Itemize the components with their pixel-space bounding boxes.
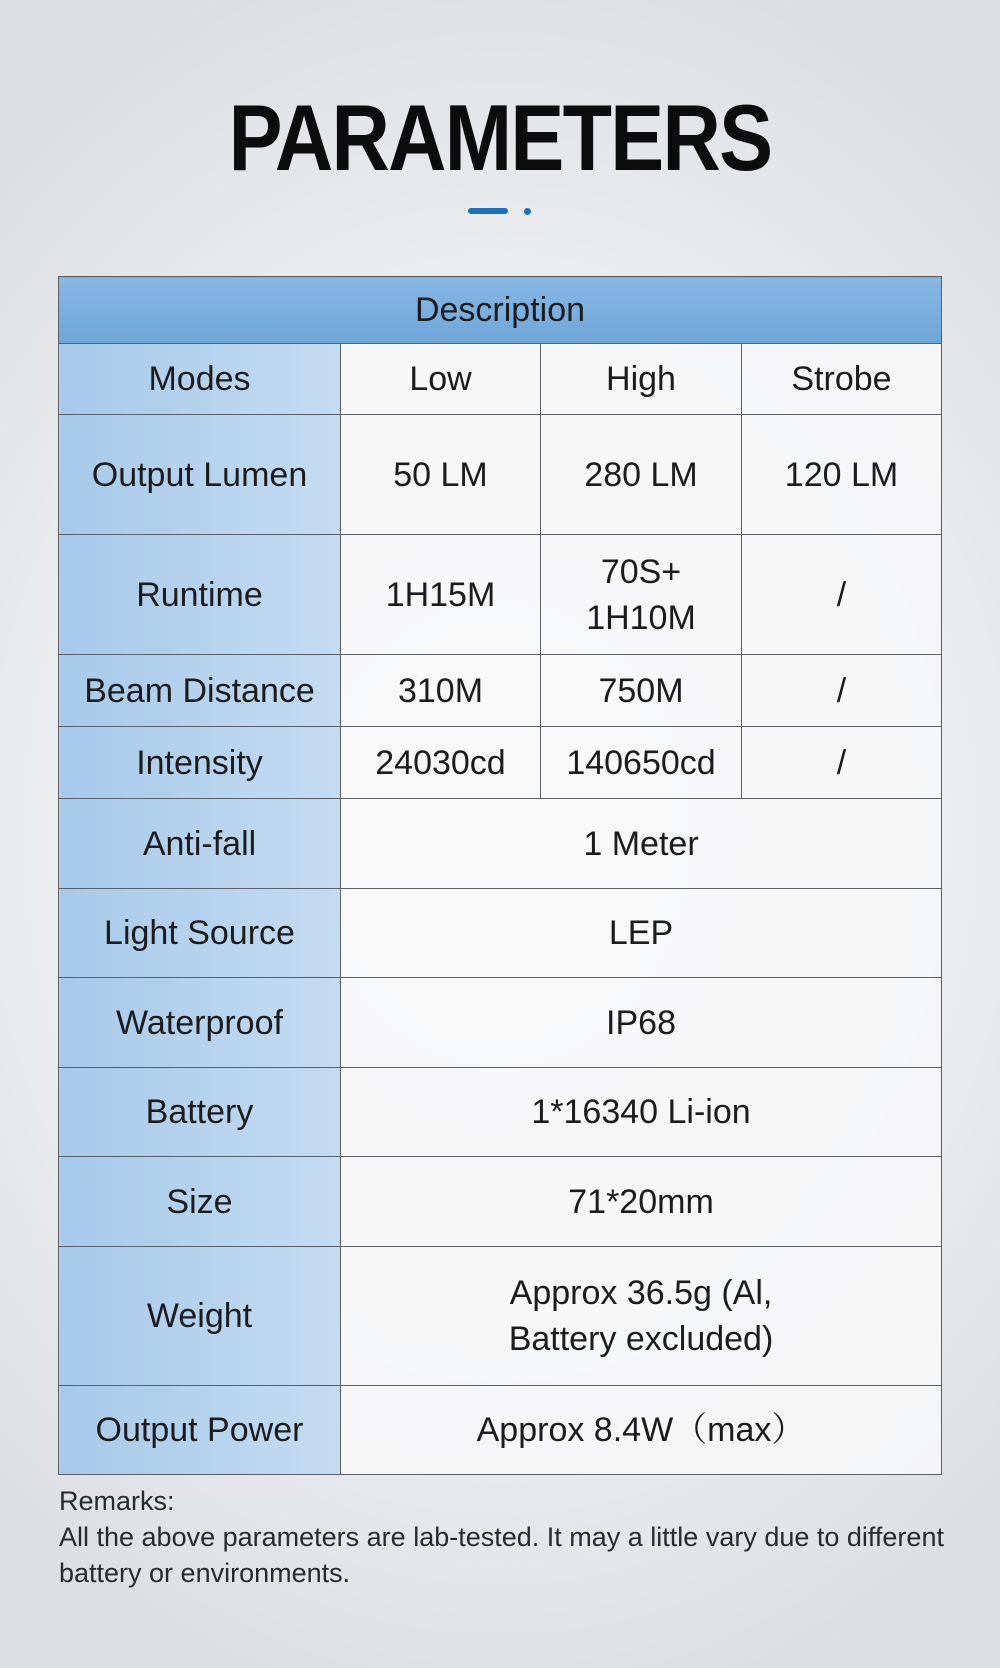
table-row-intensity [59,727,942,799]
weight-value-line2: Battery excluded) [508,1320,774,1358]
runtime-high [541,535,742,655]
table-header-row [59,277,942,344]
table-row-output-lumen [59,415,942,535]
row-label-battery: Battery [59,1068,341,1157]
row-label-output-lumen: Output Lumen [59,415,341,535]
accent-dash [468,208,508,214]
waterproof-value: IP68 [341,978,942,1068]
table-row-light-source [59,889,942,978]
remarks-section [59,1483,949,1591]
row-label-weight: Weight [59,1247,341,1386]
remarks-text: All the above parameters are lab-tested. It may a little vary due to different battery or environments. [59,1522,944,1588]
table-row-beam-distance [59,655,942,727]
table-row-weight [59,1247,942,1386]
row-label-runtime: Runtime [59,535,341,655]
intensity-strobe: / [742,727,942,799]
mode-low: Low [341,344,541,415]
light-source-value: LEP [341,889,942,978]
row-label-waterproof: Waterproof [59,978,341,1068]
table-row-anti-fall [59,799,942,889]
output-lumen-high: 280 LM [541,415,742,535]
table-row-output-power [59,1386,942,1475]
row-label-size: Size [59,1157,341,1247]
parameters-table [58,276,942,1475]
battery-value: 1*16340 Li-ion [341,1068,942,1157]
beam-distance-high: 750M [541,655,742,727]
row-label-intensity: Intensity [59,727,341,799]
row-label-modes: Modes [59,344,341,415]
page-title: PARAMETERS [228,85,772,190]
row-label-anti-fall: Anti-fall [59,799,341,889]
remarks-heading: Remarks: [59,1486,175,1516]
row-label-output-power: Output Power [59,1386,341,1475]
anti-fall-value: 1 Meter [341,799,942,889]
mode-strobe: Strobe [742,344,942,415]
beam-distance-strobe: / [742,655,942,727]
intensity-low: 24030cd [341,727,541,799]
runtime-strobe: / [742,535,942,655]
row-label-beam-distance: Beam Distance [59,655,341,727]
table-row-modes [59,344,942,415]
accent-dot [524,208,531,215]
weight-value-line1: Approx 36.5g (Al, [509,1274,773,1312]
mode-high: High [541,344,742,415]
size-value: 71*20mm [341,1157,942,1247]
table-header-description: Description [59,277,942,344]
output-lumen-low: 50 LM [341,415,541,535]
table-row-size [59,1157,942,1247]
weight-value [341,1247,942,1386]
beam-distance-low: 310M [341,655,541,727]
runtime-high-line1: 70S+ [600,552,682,591]
table-row-battery [59,1068,942,1157]
output-lumen-strobe: 120 LM [742,415,942,535]
runtime-low: 1H15M [341,535,541,655]
table-row-runtime [59,535,942,655]
output-power-value: Approx 8.4W（max） [341,1386,942,1475]
row-label-light-source: Light Source [59,889,341,978]
title-underline-accent [468,207,528,215]
table-row-waterproof [59,978,942,1068]
runtime-high-line2: 1H10M [586,598,696,637]
intensity-high: 140650cd [541,727,742,799]
